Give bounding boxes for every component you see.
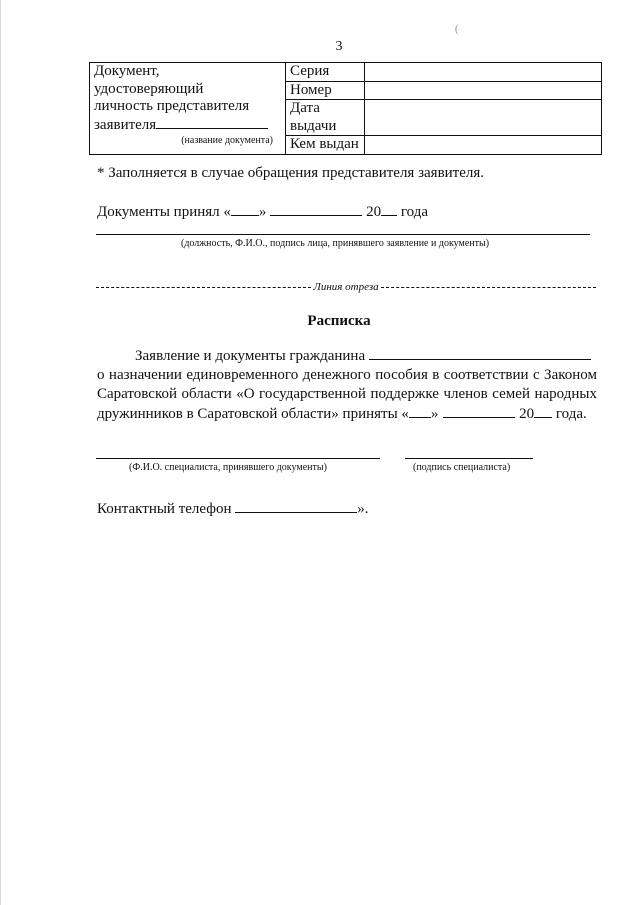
accepted-caption: (должность, Ф.И.О., подпись лица, принявшего заявление и документы) xyxy=(181,238,490,249)
doc-line-3: личность представителя xyxy=(94,98,250,114)
cut-line xyxy=(96,281,596,293)
document-name-caption: (название документа) xyxy=(181,135,273,146)
accepted-prefix: Документы принял « xyxy=(97,204,231,220)
specialist-signature-line[interactable] xyxy=(405,458,533,459)
receipt-year-field[interactable] xyxy=(534,404,552,418)
contact-label: Контактный телефон xyxy=(97,501,232,517)
specialist-name-line[interactable] xyxy=(96,458,380,459)
accepted-day-field[interactable] xyxy=(231,202,259,216)
contact-phone-field[interactable] xyxy=(235,499,357,513)
doc-line-2: удостоверяющий xyxy=(94,80,204,97)
corner-mark: ( xyxy=(455,24,459,35)
page-number: 3 xyxy=(335,39,343,54)
citizen-name-field[interactable] xyxy=(369,346,591,360)
contact-suffix: ». xyxy=(357,501,369,517)
issued-by-label: Кем выдан xyxy=(286,136,365,155)
accepted-month-field[interactable] xyxy=(270,202,362,216)
contact-line xyxy=(97,499,369,518)
document-name-field[interactable] xyxy=(156,116,268,129)
doc-line-4: заявителя xyxy=(94,116,157,133)
cut-line-dash-right xyxy=(381,287,596,288)
receipt-body xyxy=(97,346,597,424)
receipt-day-field[interactable] xyxy=(409,404,431,418)
cut-line-dash-left xyxy=(96,287,311,288)
accepted-signature-line[interactable] xyxy=(96,234,590,235)
footnote: * Заполняется в случае обращения представителя заявителя. xyxy=(97,165,485,181)
identity-document-cell xyxy=(90,63,286,155)
receipt-month-field[interactable] xyxy=(443,404,515,418)
receipt-line-4-prefix: дружинников в Саратовской области» приняты « xyxy=(97,406,409,422)
receipt-line-1: Заявление и документы гражданина xyxy=(135,348,366,364)
specialist-name-caption: (Ф.И.О. специалиста, принявшего документы) xyxy=(129,462,327,473)
accepted-year-field[interactable] xyxy=(381,202,397,216)
number-field[interactable] xyxy=(365,81,602,100)
series-field[interactable] xyxy=(365,63,602,82)
issued-by-field[interactable] xyxy=(365,136,602,155)
receipt-line-3: Саратовской области «О государственной поддержке членов семей народных xyxy=(97,386,597,402)
issue-date-label: Дата выдачи xyxy=(286,100,365,136)
accepted-year-prefix: 20 xyxy=(366,204,382,220)
receipt-line-4-close: » xyxy=(430,406,439,422)
accepted-line xyxy=(97,202,428,221)
receipt-line-2: о назначении единовременного денежного пособия в соответствии с Законом xyxy=(97,367,597,383)
identity-document-table xyxy=(89,62,602,155)
accepted-quote-close: » xyxy=(258,204,267,220)
number-label: Номер xyxy=(286,81,365,100)
specialist-signature-caption: (подпись специалиста) xyxy=(413,462,511,473)
receipt-year-prefix: 20 xyxy=(519,406,535,422)
receipt-line-4-suffix: года. xyxy=(552,406,587,422)
cut-line-label: Линия отреза xyxy=(313,281,379,293)
doc-line-1: Документ, xyxy=(94,63,160,79)
accepted-suffix: года xyxy=(397,204,429,220)
series-label: Серия xyxy=(286,63,365,82)
issue-date-field[interactable] xyxy=(365,100,602,136)
receipt-title: Расписка xyxy=(307,313,371,329)
